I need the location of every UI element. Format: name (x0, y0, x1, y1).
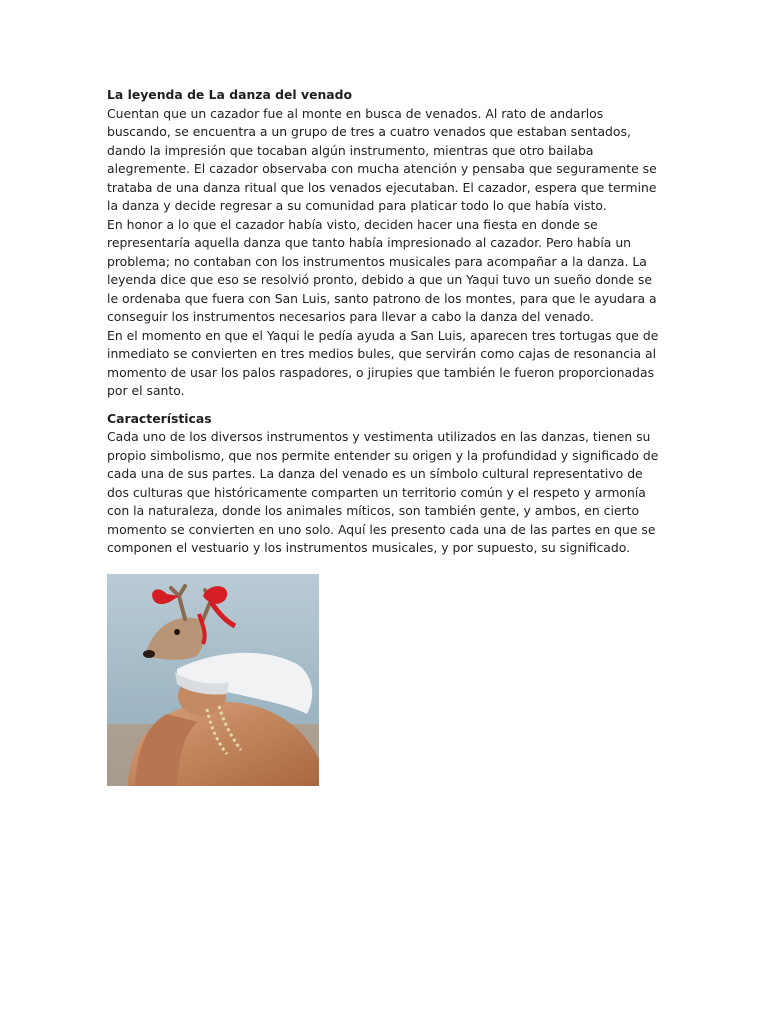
text-line: representaría aquella danza que tanto había impresionado al cazador. Pero había un (107, 235, 632, 250)
text-line: Cada uno de los diversos instrumentos y vestimenta utilizados en las danzas, tienen su (107, 429, 651, 444)
section-title-legend: La leyenda de La danza del venado (107, 87, 353, 102)
text-line: En el momento en que el Yaqui le pedía ayuda a San Luis, aparecen tres tortugas que de (107, 327, 659, 343)
document-page (107, 86, 667, 558)
text-line: momento de usar los palos raspadores, o jirupies que también le fueron proporcionadas (107, 364, 655, 380)
text-line: le ordenaba que fuera con San Luis, santo patrono de los montes, para que le ayudara a (107, 290, 657, 306)
section-title-characteristics: Características (107, 410, 212, 426)
text-line: la danza y decide regresar a su comunidad para platicar todo lo que había visto. (107, 198, 607, 213)
text-line: buscando, se encuentra a un grupo de tres a cuatro venados que estaban sentados, (107, 124, 631, 139)
text-line: conseguir los instrumentos necesarios para llevar a cabo la danza del venado. (107, 309, 594, 324)
characteristics-paragraph (107, 428, 667, 558)
text-line: En honor a lo que el cazador había visto, deciden hacer una fiesta en donde se (107, 216, 598, 232)
text-line: momento se convierten en uno solo. Aquí les presento cada una de las partes en que se (107, 521, 656, 537)
text-line: Cuentan que un cazador fue al monte en busca de venados. Al rato de andarlos (107, 105, 604, 121)
text-line: por el santo. (107, 383, 185, 398)
text-line: inmediato se convierten en tres medios bules, que servirán como cajas de resonancia al (107, 346, 657, 361)
text-line: trataba de una danza ritual que los venados ejecutaban. El cazador, espera que termine (107, 179, 657, 195)
text-line: problema; no contaban con los instrumentos musicales para acompañar a la danza. La (107, 253, 647, 269)
text-line: cada una de sus partes. La danza del venado es un símbolo cultural representativo de (107, 466, 643, 481)
deer-dancer-photo (107, 574, 319, 786)
text-line: dando la impresión que tocaban algún instrumento, mientras que otro bailaba (107, 142, 594, 158)
text-line: propio simbolismo, que nos permite entender su origen y la profundidad y significado de (107, 447, 659, 463)
text-line: leyenda dice que eso se resolvió pronto, debido a que un Yaqui tuvo un sueño donde se (107, 272, 653, 287)
text-line: dos culturas que históricamente comparten un territorio común y el respeto y armonía (107, 484, 646, 500)
text-line: con la naturaleza, donde los animales míticos, son también gente, y ambos, en cierto (107, 503, 640, 518)
legend-paragraph (107, 105, 667, 401)
text-line: componen el vestuario y los instrumentos musicales, y por supuesto, su significado. (107, 540, 631, 555)
text-line: alegremente. El cazador observaba con mucha atención y pensaba que seguramente se (107, 161, 657, 176)
